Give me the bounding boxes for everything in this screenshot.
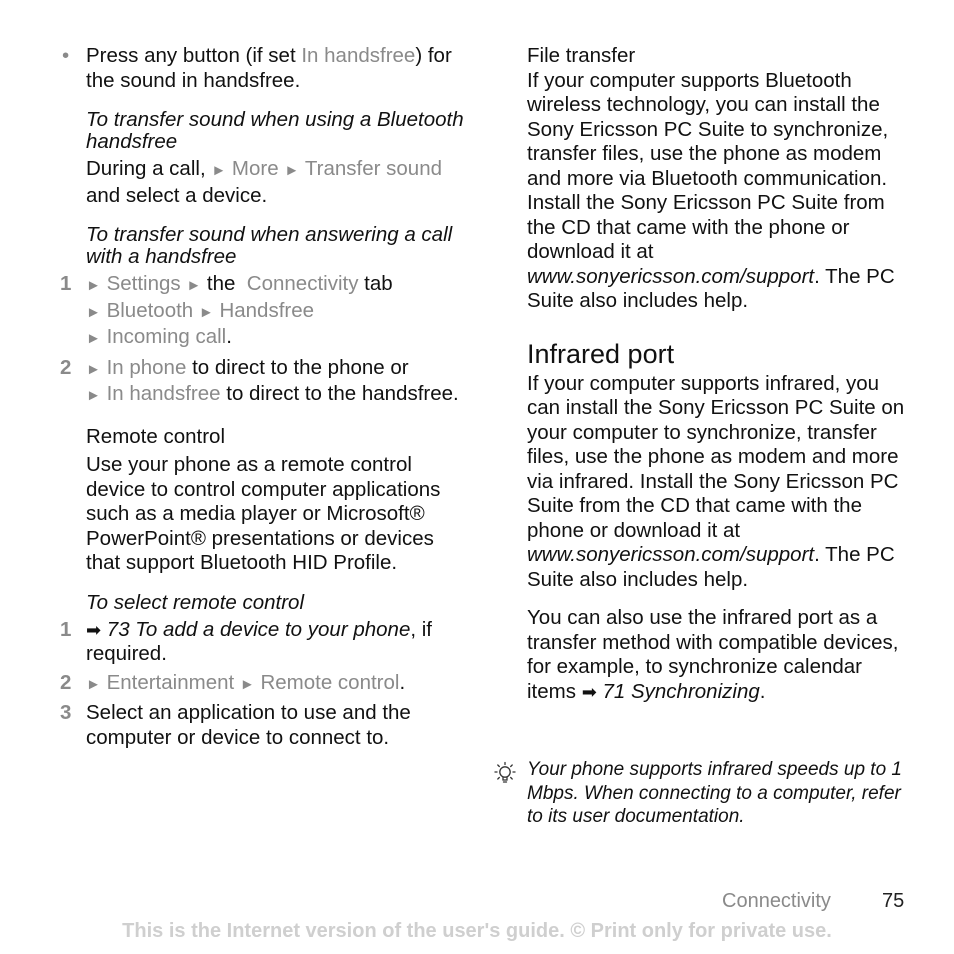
menu-link-bluetooth: Bluetooth	[106, 298, 194, 322]
triangle-icon: ►	[284, 162, 300, 179]
bullet-marker: •	[62, 44, 70, 67]
arrow-right-icon: ➡	[86, 619, 102, 640]
section-heading-select-remote: To select remote control	[86, 590, 305, 614]
cross-reference: 71 Synchronizing	[596, 679, 760, 703]
menu-link-more: More	[231, 157, 279, 180]
triangle-icon: ►	[86, 303, 101, 321]
menu-link-handsfree: Handsfree	[219, 298, 315, 322]
step-3: 3 Select an application to use and the computer or device to connect to.	[60, 701, 411, 749]
menu-link-transfer-sound: Transfer sound	[304, 157, 443, 180]
menu-link-in-phone: In phone	[106, 355, 187, 379]
infrared-body-1: If your computer supports infrared, you can install the Sony Ericsson PC Suite on your computer to synchronize, transfer files, use the phone as modem and more via infrared. Install the Sony Ericsson PC Suite from the CD that came with the phone or download it at www.sonyericsson.com/support. The PC Suite also includes help.	[527, 371, 905, 591]
triangle-icon: ►	[239, 675, 255, 693]
page-number: 75	[882, 890, 905, 912]
menu-link-remote-control: Remote control	[260, 670, 400, 694]
right-column	[527, 44, 907, 704]
page-section-title: Infrared port	[527, 338, 675, 369]
triangle-icon: ►	[186, 277, 202, 294]
section-heading-remote-control: Remote control	[86, 424, 226, 448]
bullet-item: • Press any button (if set In handsfree) for the sound in handsfree.	[62, 44, 452, 92]
triangle-icon: ►	[86, 277, 101, 294]
section-body-remote-control: Use your phone as a remote control device to control computer applications such as a media player or Microsoft® PowerPoint® presentations or devices that support Bluetooth HID Profile.	[86, 453, 441, 574]
footer-disclaimer: This is the Internet version of the user's guide. © Print only for private use.	[122, 920, 832, 942]
section-heading-file-transfer: File transfer	[527, 44, 636, 67]
support-url: www.sonyericsson.com/support	[527, 264, 815, 288]
triangle-icon: ►	[198, 303, 214, 321]
menu-link-in-handsfree: In handsfree	[301, 44, 416, 67]
menu-link-incoming-call: Incoming call	[106, 325, 227, 348]
support-url: www.sonyericsson.com/support	[527, 543, 815, 566]
step-1: 1 ➡ 73 To add a device to your phone, if required.	[60, 617, 433, 665]
step-2: 2 ► Entertainment ► Remote control.	[60, 670, 406, 694]
section-heading-answering-call: To transfer sound when answering a call with a handsfree	[86, 223, 453, 268]
section-heading-bluetooth-handsfree: To transfer sound when using a Bluetooth handsfree	[86, 108, 464, 153]
step-1: 1 ► Settings ► the Connectivity tab ► Bluetooth ► Handsfree ► Incoming call.	[60, 272, 393, 348]
step-2: 2 ► In phone to direct to the phone or ► In handsfree to direct to the handsfree.	[60, 355, 459, 405]
menu-link-connectivity: Connectivity	[246, 272, 359, 295]
arrow-right-icon: ➡	[581, 681, 597, 702]
step-number: 2	[60, 355, 72, 379]
left-column	[60, 44, 470, 750]
menu-link-in-handsfree: In handsfree	[106, 382, 221, 405]
file-transfer-body: If your computer supports Bluetooth wireless technology, you can install the Sony Ericsson PC Suite to synchronize, transfer files, use the phone as modem and more via Bluetooth communication. Install the Sony Ericsson PC Suite from the CD that came with the phone or download it at www.sonyericsson.com/support. The PC Suite also includes help.	[527, 68, 895, 312]
footer-section-name: Connectivity	[722, 890, 831, 912]
step-number: 1	[60, 272, 72, 295]
triangle-icon: ►	[86, 330, 101, 347]
triangle-icon: ►	[86, 360, 101, 378]
tip-note: Your phone supports infrared speeds up to 1 Mbps. When connecting to a computer, refer to its user documentation.	[527, 759, 902, 827]
triangle-icon: ►	[86, 387, 101, 404]
lightbulb-icon	[492, 760, 518, 786]
step-number: 3	[60, 701, 72, 724]
menu-link-entertainment: Entertainment	[106, 670, 235, 694]
section-body-bluetooth-handsfree: During a call, ► More ► Transfer sound and select a device.	[86, 157, 443, 207]
step-number: 1	[60, 617, 72, 641]
cross-reference: 73 To add a device to your phone	[101, 617, 411, 641]
triangle-icon: ►	[211, 162, 227, 179]
step-number: 2	[60, 670, 72, 694]
menu-link-settings: Settings	[106, 272, 181, 295]
infrared-body-2: You can also use the infrared port as a transfer method with compatible devices, for example, to synchronize calendar items ➡ 71 Synchronizing.	[527, 606, 899, 703]
triangle-icon: ►	[86, 675, 101, 693]
